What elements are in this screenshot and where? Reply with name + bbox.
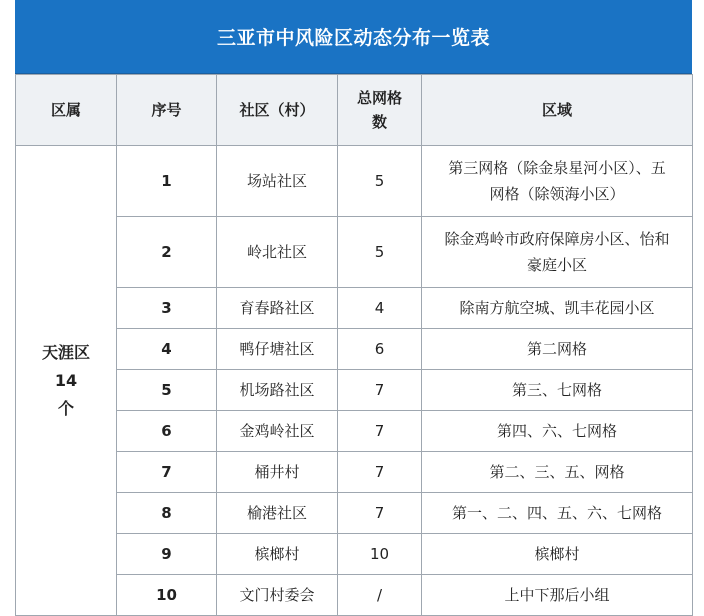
row-index: 2 [117,217,217,288]
header-community: 社区（村） [217,75,338,146]
header-district: 区属 [16,75,117,146]
row-community: 榆港社区 [217,493,338,534]
row-index: 10 [117,575,217,616]
row-grids: 6 [338,329,422,370]
row-area [422,217,693,288]
row-community: 金鸡岭社区 [217,411,338,452]
row-community: 槟榔村 [217,534,338,575]
row-area-line1: 第三网格（除金泉星河小区）、五 [448,159,666,177]
row-community: 场站社区 [217,146,338,217]
table-row [16,452,693,493]
row-area: 上中下那后小组 [422,575,693,616]
row-index: 4 [117,329,217,370]
header-index: 序号 [117,75,217,146]
row-area: 槟榔村 [422,534,693,575]
table-row [16,288,693,329]
risk-area-table [15,74,693,616]
row-grids: 4 [338,288,422,329]
row-index: 7 [117,452,217,493]
table-row [16,534,693,575]
row-community: 鸭仔塘社区 [217,329,338,370]
row-area: 第四、六、七网格 [422,411,693,452]
row-community: 文门村委会 [217,575,338,616]
table-row [16,411,693,452]
row-index: 3 [117,288,217,329]
row-grids: 10 [338,534,422,575]
row-grids: 7 [338,411,422,452]
table-row [16,370,693,411]
row-index: 9 [117,534,217,575]
row-grids: / [338,575,422,616]
row-index: 5 [117,370,217,411]
header-grid-total [338,75,422,146]
row-area: 第三、七网格 [422,370,693,411]
table-title: 三亚市中风险区动态分布一览表 [15,0,692,74]
row-area [422,146,693,217]
table-row [16,217,693,288]
header-grid-total-line1: 总网格 [356,89,402,107]
table-row [16,575,693,616]
row-index: 8 [117,493,217,534]
row-grids: 7 [338,493,422,534]
header-grid-total-line2: 数 [371,113,387,131]
row-grids: 7 [338,452,422,493]
row-area-line2: 网格（除领海小区） [489,185,625,203]
row-area-line1: 除金鸡岭市政府保障房小区、怡和 [444,230,670,248]
header-row [16,75,693,146]
header-area: 区域 [422,75,693,146]
row-community: 育春路社区 [217,288,338,329]
row-grids: 5 [338,217,422,288]
row-index: 1 [117,146,217,217]
risk-area-table-container [15,0,692,611]
row-grids: 7 [338,370,422,411]
district-name: 天涯区 [41,342,90,362]
row-area: 第二网格 [422,329,693,370]
row-index: 6 [117,411,217,452]
row-community: 机场路社区 [217,370,338,411]
district-unit: 个 [57,398,74,418]
district-cell [16,146,117,616]
row-community: 桶井村 [217,452,338,493]
row-area-line2: 豪庭小区 [526,256,587,274]
row-community: 岭北社区 [217,217,338,288]
table-row [16,329,693,370]
table-row [16,146,693,217]
table-row [16,493,693,534]
row-area: 除南方航空城、凯丰花园小区 [422,288,693,329]
row-area: 第二、三、五、网格 [422,452,693,493]
row-grids: 5 [338,146,422,217]
district-count: 14 [54,370,78,390]
row-area: 第一、二、四、五、六、七网格 [422,493,693,534]
